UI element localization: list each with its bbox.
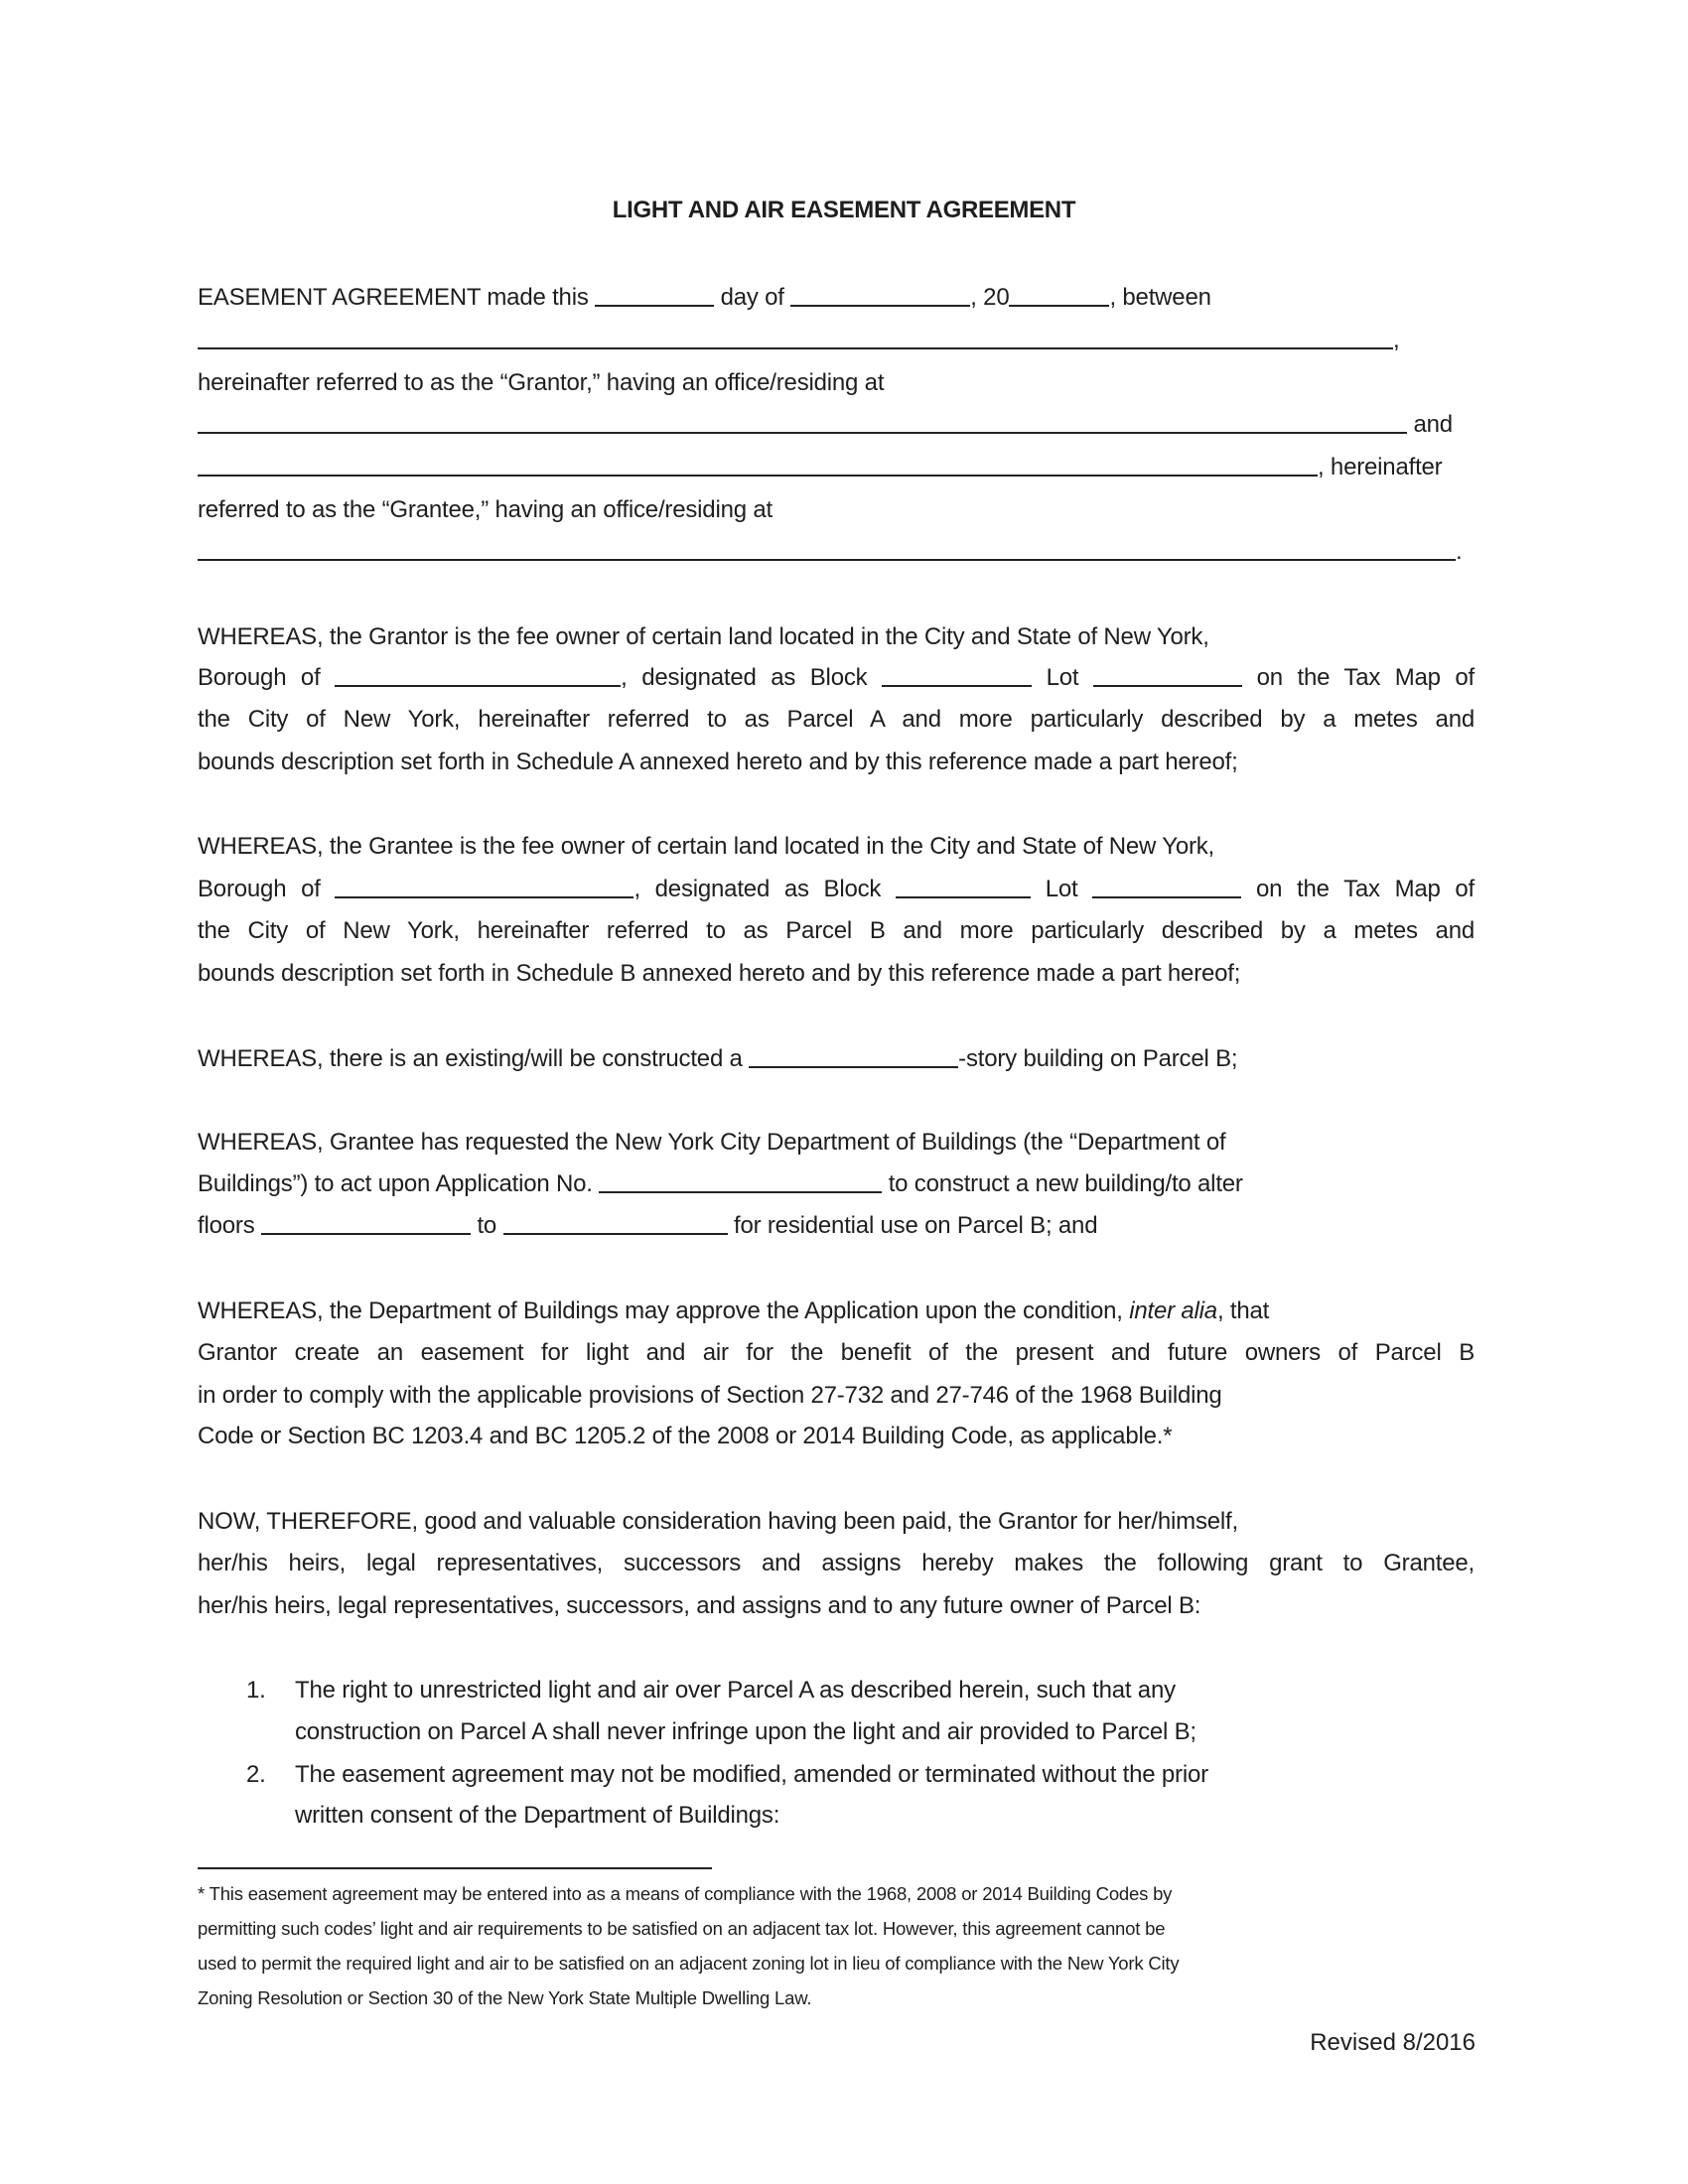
block-a-blank[interactable] bbox=[882, 661, 1032, 687]
day-blank[interactable] bbox=[595, 281, 714, 307]
grantee-name-line: , hereinafter bbox=[198, 451, 1442, 484]
whereas-3-line: WHEREAS, there is an existing/will be constructed a -story building on Parcel B; bbox=[198, 1042, 1237, 1076]
grantee-address-line: . bbox=[198, 535, 1462, 569]
footnote-line: * This easement agreement may be entered into as a means of compliance with the 1968, 2008 or 2014 Building Codes by bbox=[198, 1883, 1173, 1904]
footnote-divider bbox=[198, 1867, 712, 1869]
whereas-2-text: the City of New York, hereinafter referred to as Parcel B and more particularly described by a metes and bbox=[198, 917, 1475, 944]
whereas-1-borough-line: Borough of , designated as Block Lot on the Tax Map of bbox=[198, 661, 1475, 695]
month-blank[interactable] bbox=[790, 281, 970, 307]
application-number-blank[interactable] bbox=[599, 1167, 882, 1193]
year-blank[interactable] bbox=[1009, 281, 1109, 307]
whereas-5-text: Grantor create an easement for light and air for the benefit of the present and future owners of Parcel B bbox=[198, 1339, 1475, 1366]
whereas-2-text: bounds description set forth in Schedule B annexed hereto and by this reference made a part hereof; bbox=[198, 960, 1241, 987]
list-item-1: 1. The right to unrestricted light and air over Parcel A as described herein, such that any bbox=[246, 1677, 1176, 1704]
whereas-1-text: the City of New York, hereinafter referred to as Parcel A and more particularly described by a metes and bbox=[198, 706, 1475, 733]
whereas-2-borough-line: Borough of , designated as Block Lot on the Tax Map of bbox=[198, 873, 1475, 906]
whereas-4-application-line: Buildings”) to act upon Application No. to construct a new building/to alter bbox=[198, 1167, 1243, 1201]
stories-blank[interactable] bbox=[749, 1042, 958, 1068]
whereas-4-text: WHEREAS, Grantee has requested the New York City Department of Buildings (the “Department of bbox=[198, 1129, 1226, 1156]
lot-a-blank[interactable] bbox=[1093, 661, 1242, 687]
whereas-5-text: Code or Section BC 1203.4 and BC 1205.2 of the 2008 or 2014 Building Code, as applicable.* bbox=[198, 1423, 1173, 1449]
whereas-2-text: WHEREAS, the Grantee is the fee owner of certain land located in the City and State of New York, bbox=[198, 833, 1215, 860]
grantor-name-blank[interactable] bbox=[198, 324, 1393, 349]
grantor-name-line: , bbox=[198, 324, 1399, 357]
revision-date: Revised 8/2016 bbox=[1310, 2029, 1476, 2056]
whereas-1-text: bounds description set forth in Schedule A annexed hereto and by this reference made a part hereof; bbox=[198, 749, 1238, 775]
grantor-address-line: and bbox=[198, 408, 1453, 442]
whereas-5-text: WHEREAS, the Department of Buildings may approve the Application upon the condition, inter alia, that bbox=[198, 1297, 1270, 1324]
grantee-text: referred to as the “Grantee,” having an office/residing at bbox=[198, 496, 773, 523]
grantee-address-blank[interactable] bbox=[198, 535, 1456, 561]
list-item-2: 2. The easement agreement may not be modified, amended or terminated without the prior bbox=[246, 1761, 1208, 1788]
grantor-address-blank[interactable] bbox=[198, 408, 1407, 434]
block-b-blank[interactable] bbox=[896, 873, 1031, 898]
document-title: LIGHT AND AIR EASEMENT AGREEMENT bbox=[612, 197, 1076, 223]
whereas-1-text: WHEREAS, the Grantor is the fee owner of certain land located in the City and State of New York, bbox=[198, 623, 1209, 650]
grantee-name-blank[interactable] bbox=[198, 451, 1318, 477]
now-therefore-text: her/his heirs, legal representatives, successors, and assigns and to any future owner of Parcel B: bbox=[198, 1592, 1201, 1619]
footnote-line: Zoning Resolution or Section 30 of the New York State Multiple Dwelling Law. bbox=[198, 1987, 812, 2008]
whereas-5-text: in order to comply with the applicable provisions of Section 27-732 and 27-746 of the 1968 Building bbox=[198, 1382, 1222, 1409]
floor-to-blank[interactable] bbox=[503, 1209, 728, 1235]
floor-from-blank[interactable] bbox=[261, 1209, 471, 1235]
list-item-2-text: written consent of the Department of Buildings: bbox=[295, 1802, 780, 1829]
intro-line: EASEMENT AGREEMENT made this day of , 20 , between bbox=[198, 281, 1211, 315]
whereas-4-floors-line: floors to for residential use on Parcel B; and bbox=[198, 1209, 1097, 1243]
now-therefore-text: her/his heirs, legal representatives, successors and assigns hereby makes the following grant to Grantee, bbox=[198, 1550, 1475, 1576]
borough-b-blank[interactable] bbox=[335, 873, 633, 898]
footnote-line: permitting such codes’ light and air requirements to be satisfied on an adjacent tax lot. However, this agreement cannot be bbox=[198, 1918, 1166, 1939]
grantor-text: hereinafter referred to as the “Grantor,” having an office/residing at bbox=[198, 369, 885, 396]
borough-a-blank[interactable] bbox=[335, 661, 621, 687]
list-item-1-text: construction on Parcel A shall never infringe upon the light and air provided to Parcel B; bbox=[295, 1718, 1196, 1745]
footnote-line: used to permit the required light and air to be satisfied on an adjacent zoning lot in lieu of compliance with the New York City bbox=[198, 1953, 1180, 1974]
lot-b-blank[interactable] bbox=[1092, 873, 1241, 898]
now-therefore-text: NOW, THEREFORE, good and valuable consideration having been paid, the Grantor for her/himself, bbox=[198, 1508, 1238, 1535]
